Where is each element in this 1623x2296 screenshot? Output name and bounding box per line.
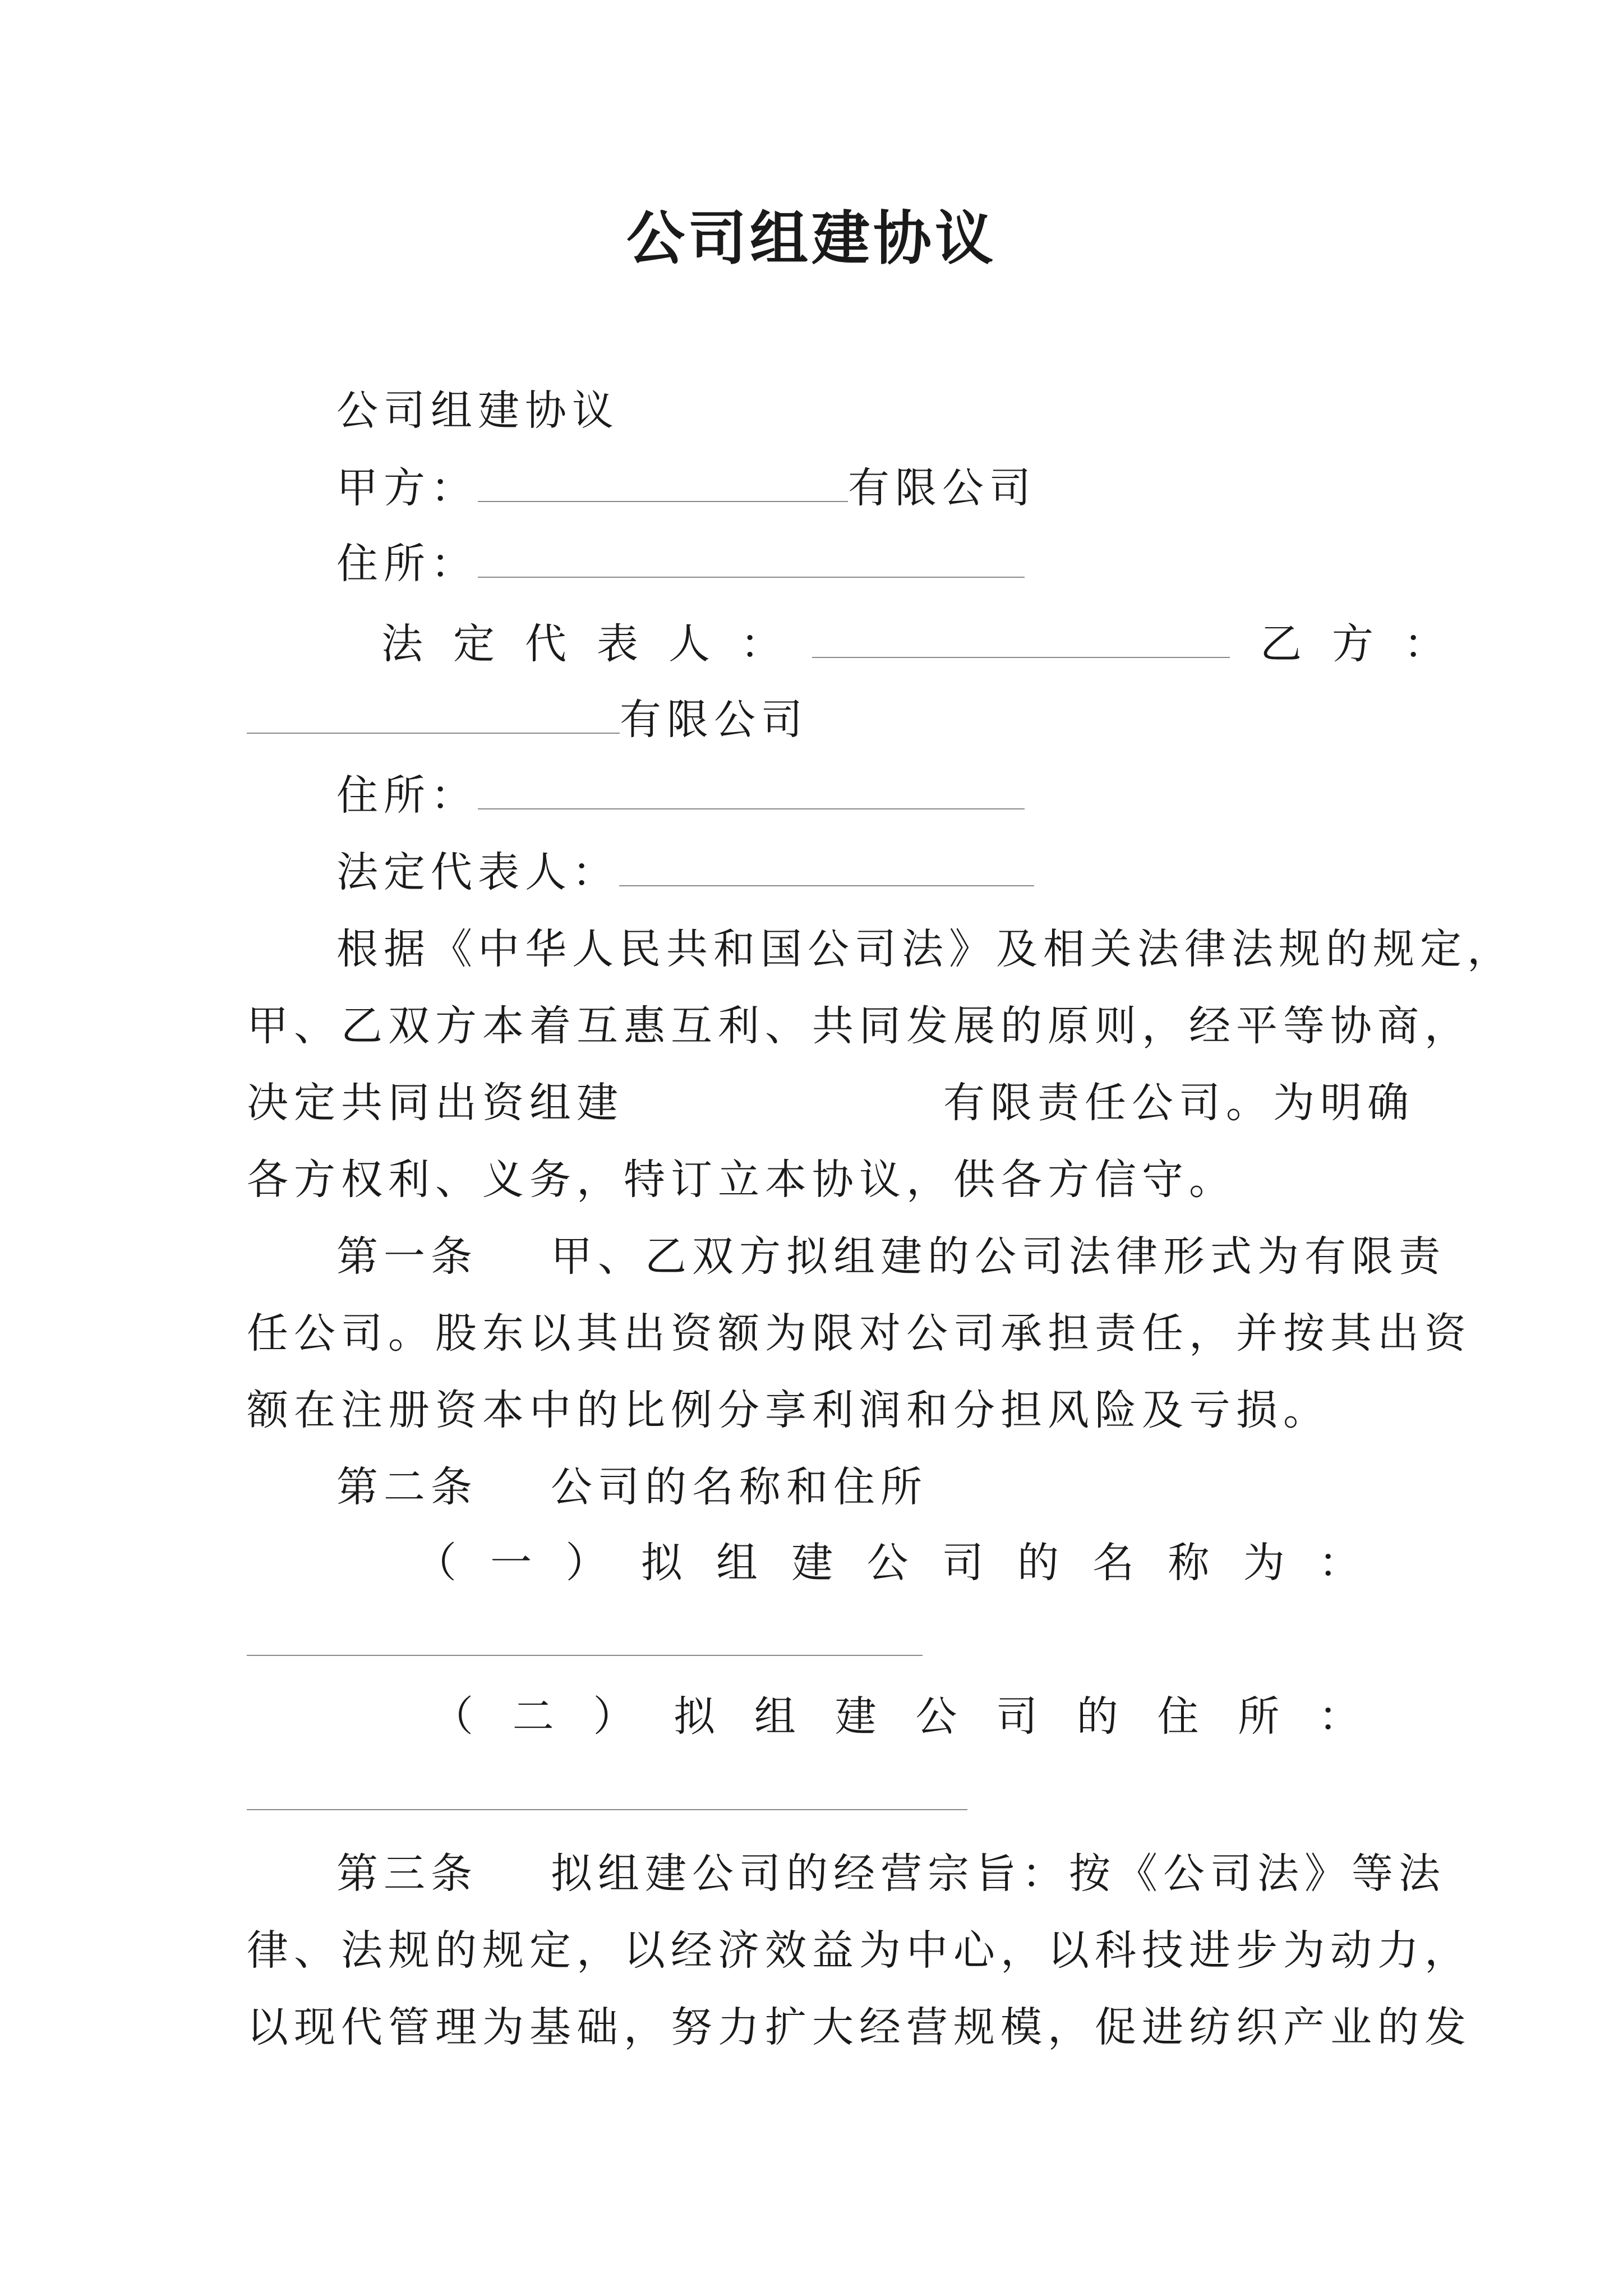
article1-line3: 额在注册资本中的比例分享利润和分担风险及亏损。 (247, 1386, 1330, 1434)
article3-line2: 律、法规的规定，以经济效益为中心，以科技进步为动力， (247, 1926, 1472, 1975)
para1-line2: 甲、乙双方本着互惠互利、共同发展的原则，经平等协商， (247, 1002, 1472, 1050)
item1-char: 名 (1092, 1539, 1135, 1587)
article3-text: 拟组建公司的经营宗旨：按《公司法》等法 (551, 1849, 1446, 1898)
party-a-name-blank (478, 466, 848, 502)
para1-line3 (247, 1075, 1414, 1131)
item1-char: 的 (1017, 1539, 1059, 1587)
item1-char: （ (415, 1539, 457, 1587)
party-b-address-line (336, 767, 1025, 823)
legal-rep-char: 代 (525, 620, 566, 668)
item2-char: 组 (754, 1692, 796, 1741)
article2-text: 公司的名称和住所 (551, 1463, 928, 1511)
article1-line2: 任公司。股东以其出资额为限对公司承担责任，并按其出资 (247, 1309, 1472, 1358)
address-label-b: 住所： (336, 771, 478, 820)
party-b-address-blank (478, 774, 1025, 809)
article3-line3: 以现代管理为基础，努力扩大经营规模，促进纺织产业的发 (247, 2003, 1472, 2051)
item2-char: 二 (512, 1692, 554, 1741)
item1-char: 称 (1168, 1539, 1210, 1587)
legal-rep-char: 表 (597, 620, 638, 668)
item1-char: 组 (716, 1539, 758, 1587)
article1-text: 甲、乙双方拟组建的公司法律形式为有限责 (551, 1232, 1446, 1281)
subtitle: 公司组建协议 (336, 386, 619, 435)
legal-rep-char: 定 (453, 620, 495, 668)
item2-char: （ (432, 1692, 473, 1741)
item1-char: 拟 (640, 1539, 683, 1587)
item2-char: 公 (915, 1692, 957, 1741)
legal-rep-char: 法 (381, 620, 423, 668)
party-b-line (247, 692, 808, 748)
party-b-suffix: 有限公司 (620, 696, 808, 744)
party-a-legal-rep-blank (812, 622, 1230, 658)
party-b-char: ： (1404, 620, 1445, 668)
party-a-label: 甲方： (336, 464, 478, 512)
item2-char: 司 (996, 1692, 1038, 1741)
article2-item2 (432, 1688, 1360, 1745)
article3-label: 第三条 (336, 1849, 478, 1898)
article3-line1 (336, 1846, 1446, 1902)
party-b-legal-rep-line (336, 844, 1034, 900)
legal-rep-label-b: 法定代表人： (336, 848, 619, 896)
para1-line4: 各方权利、义务，特订立本协议，供各方信守。 (247, 1156, 1236, 1204)
legal-rep-char: 人 (668, 620, 710, 668)
article2-line (336, 1459, 928, 1515)
item1-char: ） (565, 1539, 607, 1587)
item1-char: 为 (1243, 1539, 1285, 1587)
legal-rep-char: ： (740, 620, 782, 668)
document-title: 公司组建协议 (626, 204, 997, 273)
item2-char: 建 (834, 1692, 877, 1741)
item2-char: ） (593, 1692, 635, 1741)
party-b-legal-rep-blank (619, 850, 1034, 886)
para1-line1: 根据《中华人民共和国公司法》及相关法律法规的规定， (336, 925, 1514, 973)
item2-char: 所 (1238, 1692, 1280, 1741)
party-a-address-blank (478, 542, 1025, 578)
party-b-name-blank (247, 698, 620, 734)
para1-line3-part-a: 决定共同出资组建 (247, 1079, 624, 1127)
address-label: 住所： (336, 540, 478, 588)
item2-char: 拟 (674, 1692, 716, 1741)
article1-label: 第一条 (336, 1232, 478, 1281)
item2-char: ： (1318, 1692, 1360, 1741)
article2-label: 第二条 (336, 1463, 478, 1511)
article2-item1 (415, 1535, 1360, 1591)
item1-char: 司 (942, 1539, 984, 1587)
item1-char: 建 (791, 1539, 833, 1587)
party-b-char: 乙 (1260, 620, 1302, 668)
party-a-suffix: 有限公司 (848, 464, 1036, 512)
article1-line1 (336, 1228, 1446, 1285)
item1-char: ： (1318, 1539, 1360, 1587)
company-address-blank (247, 1809, 967, 1810)
item1-char: 一 (490, 1539, 532, 1587)
party-b-char: 方 (1332, 620, 1373, 668)
party-a-address-line (336, 536, 1025, 592)
para1-line3-part-b: 有限责任公司。为明确 (943, 1079, 1414, 1127)
item2-char: 的 (1076, 1692, 1118, 1741)
item2-char: 住 (1157, 1692, 1199, 1741)
item1-char: 公 (866, 1539, 909, 1587)
company-name-blank (247, 1655, 923, 1656)
legal-rep-party-b-line (381, 616, 1445, 672)
party-a-line (336, 460, 1036, 516)
